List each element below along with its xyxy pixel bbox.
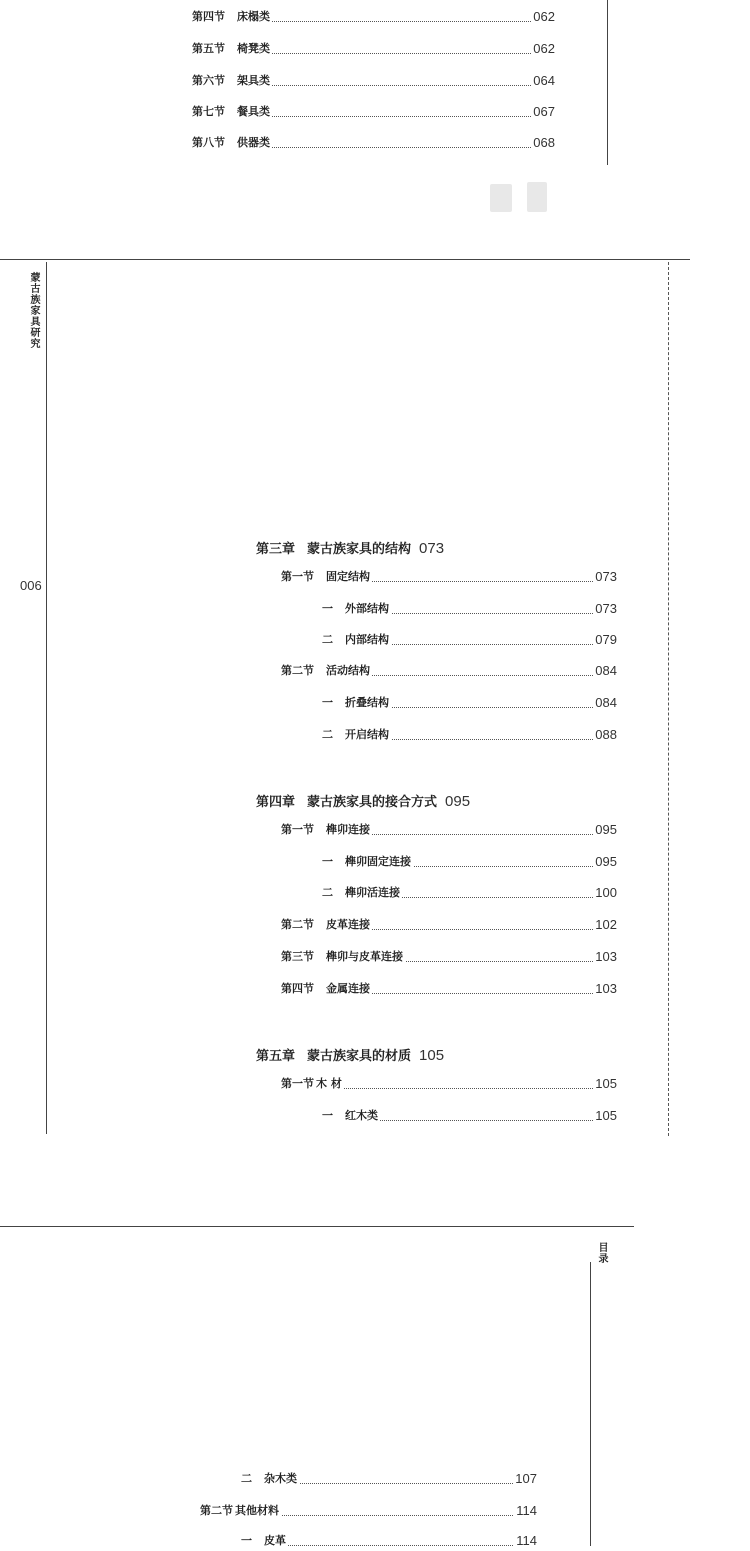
section-number: 第二节 [281, 918, 314, 931]
toc-row[interactable] [200, 1503, 537, 1521]
subsection-number: 一 [241, 1534, 252, 1547]
section-title: 椅凳类 [237, 42, 270, 55]
page-ref: 062 [533, 9, 555, 24]
section-number: 第二节 [200, 1504, 233, 1517]
section-title: 木 材 [316, 1077, 342, 1090]
toc-row[interactable] [322, 854, 617, 872]
page-ref: 084 [595, 663, 617, 678]
page-ref: 105 [595, 1108, 617, 1123]
page-2-left-rule [46, 262, 47, 1134]
section-title: 餐具类 [237, 105, 270, 118]
section-number: 第四节 [192, 10, 225, 23]
subsection-number: 二 [322, 886, 333, 899]
chapter-heading[interactable] [256, 1045, 444, 1064]
page-ref: 102 [595, 917, 617, 932]
subsection-number: 一 [322, 855, 333, 868]
page-ref: 062 [533, 41, 555, 56]
subsection-title: 外部结构 [345, 602, 389, 615]
page-3-right-rule [590, 1262, 591, 1546]
section-number: 第一节 [281, 823, 314, 836]
page-1-right-rule [607, 0, 608, 165]
section-title: 活动结构 [326, 664, 370, 677]
subsection-number: 一 [322, 1109, 333, 1122]
section-number: 第二节 [281, 664, 314, 677]
subsection-number: 二 [241, 1472, 252, 1485]
toc-row[interactable] [281, 1076, 617, 1094]
subsection-title: 榫卯固定连接 [345, 855, 411, 868]
section-number: 第三节 [281, 950, 314, 963]
subsection-number: 一 [322, 602, 333, 615]
chapter-number: 第五章 [256, 1049, 296, 1064]
subsection-number: 二 [322, 728, 333, 741]
chapter-title: 蒙古族家具的接合方式 [307, 795, 438, 810]
page-ref: 095 [595, 854, 617, 869]
page-3-top-rule [0, 1226, 634, 1227]
subsection-number: 二 [322, 633, 333, 646]
chapter-heading[interactable] [256, 791, 470, 810]
toc-row[interactable] [322, 601, 617, 619]
page-ref: 103 [595, 981, 617, 996]
page-ref: 068 [533, 135, 555, 150]
section-title: 架具类 [237, 74, 270, 87]
page-number: 006 [20, 578, 42, 593]
chapter-heading[interactable] [256, 538, 444, 557]
subsection-title: 开启结构 [345, 728, 389, 741]
toc-row[interactable] [281, 822, 617, 840]
section-title: 榫卯与皮革连接 [326, 950, 403, 963]
section-number: 第一节 [281, 1077, 314, 1090]
page-ref: 088 [595, 727, 617, 742]
toc-row[interactable] [192, 104, 555, 122]
page-ref: 103 [595, 949, 617, 964]
toc-row[interactable] [192, 73, 555, 91]
toc-row[interactable] [241, 1471, 537, 1489]
page-ref: 084 [595, 695, 617, 710]
section-title: 供器类 [237, 136, 270, 149]
subsection-title: 内部结构 [345, 633, 389, 646]
toc-row[interactable] [281, 949, 617, 967]
subsection-title: 杂木类 [264, 1472, 297, 1485]
chapter-page: 073 [419, 540, 445, 557]
toc-row[interactable] [192, 9, 555, 27]
section-title: 床榻类 [237, 10, 270, 23]
section-title: 榫卯连接 [326, 823, 370, 836]
chapter-page: 095 [445, 793, 471, 810]
toc-row[interactable] [281, 981, 617, 999]
page-2-top-rule [0, 259, 690, 260]
section-title: 其他材料 [235, 1504, 279, 1517]
chapter-page: 105 [419, 1047, 445, 1064]
toc-row[interactable] [192, 135, 555, 153]
running-title: 目录 [596, 1242, 607, 1264]
chapter-number: 第四章 [256, 795, 296, 810]
subsection-title: 皮革 [264, 1534, 286, 1547]
subsection-number: 一 [322, 696, 333, 709]
chapter-title: 蒙古族家具的材质 [307, 1049, 412, 1064]
page-ref: 095 [595, 822, 617, 837]
chapter-title: 蒙古族家具的结构 [307, 542, 412, 557]
toc-row[interactable] [322, 1108, 617, 1126]
toc-row[interactable] [322, 632, 617, 650]
subsection-title: 红木类 [345, 1109, 378, 1122]
section-number: 第五节 [192, 42, 225, 55]
section-number: 第六节 [192, 74, 225, 87]
page-ref: 067 [533, 104, 555, 119]
section-title: 固定结构 [326, 570, 370, 583]
page-ref: 073 [595, 569, 617, 584]
toc-row[interactable] [322, 885, 617, 903]
chapter-number: 第三章 [256, 542, 296, 557]
toc-row[interactable] [281, 663, 617, 681]
page-ref: 114 [516, 1533, 537, 1548]
section-number: 第四节 [281, 982, 314, 995]
toc-row[interactable] [192, 41, 555, 59]
page-ref: 079 [595, 632, 617, 647]
section-number: 第一节 [281, 570, 314, 583]
section-number: 第七节 [192, 105, 225, 118]
page-ref: 107 [515, 1471, 537, 1486]
toc-row[interactable] [281, 569, 617, 587]
page-ref: 114 [516, 1503, 537, 1518]
page-ref: 064 [533, 73, 555, 88]
section-title: 金属连接 [326, 982, 370, 995]
page-ref: 100 [595, 885, 617, 900]
toc-row[interactable] [322, 727, 617, 745]
subsection-title: 榫卯活连接 [345, 886, 400, 899]
subsection-title: 折叠结构 [345, 696, 389, 709]
section-number: 第八节 [192, 136, 225, 149]
section-title: 皮革连接 [326, 918, 370, 931]
toc-row[interactable] [241, 1533, 537, 1551]
running-title: 蒙古族家具研究 [28, 272, 39, 349]
page-ref: 073 [595, 601, 617, 616]
page-2-right-rule [668, 262, 669, 1136]
toc-row[interactable] [322, 695, 617, 713]
page-ref: 105 [595, 1076, 617, 1091]
toc-row[interactable] [281, 917, 617, 935]
